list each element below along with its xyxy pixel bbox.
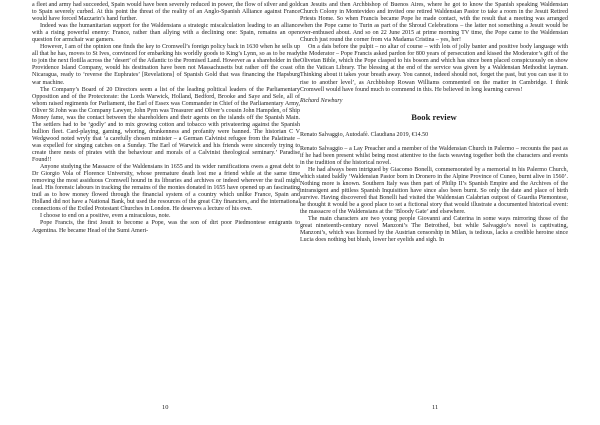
paragraph: The Company’s Board of 20 Directors seem a list of the leading political leaders of the Parliamentary Opposition and of the Protectorate: the Lords Warwick, Holland, Bedford, Brooke and Saye and Sele, all of whom raised regiments for Parliament, the Earl of Essex was Commander in Chief of the Parliamentary Army, Oliver St John was the Company Lawyer, John Pym was Treasurer and Oliver’s cousin John Hampden, of Ship Money fame, was the contact between the shareholders and their agents on the islands off the Spanish Main. The settlers had to be ‘godly’ and to mix growing cotton and tobacco with privateering against the Spanish bullion fleet. Card-playing, gaming, whoring, drunkenness and profanity were banned. The historian C V Wedgwood noted wryly that ‘a carefully chosen minister – a German Calvinist refugee from the Palatinate – was expelled for singing catches on a Sunday. The Earl of Warwick and his friends were sincerely trying to create there nests of pirates with the behaviour and morals of a Calvinist theological seminary.’ Paradise Found!! — [32, 86, 300, 164]
paragraph: However, I am of the opinion one finds the key to Cromwell’s foreign policy back in 1630 when he sells up all that he has, moves to St Ives, convinced for embarking his worldly goods to King’s Lynn, so as to be ready to join the next flotilla across the ‘desert’ of the Atlantic to the Promised Land. However as a shareholder in the Providence Island Company, would his destination have been not Massachusetts but rather off the coast of Nicaragua, ready to ‘reverse the Euphrates’ [Revelations] of Spanish Gold that was financing the Hapsburg war machine. — [32, 44, 301, 86]
left-page-text — [32, 2, 300, 235]
paragraph: Renato Salvaggio – a Lay Preacher and a member of the Waldensian Church in Palermo – recounts the past as if he had been present whilst being most attentive to the facts weaving together both the characters and events in the tradition of the historical novel. — [300, 145, 568, 166]
section-heading: Book review — [411, 111, 457, 122]
paragraph: Pope Francis, the first Jesuit to become a Pope, was the son of dirt poor Piedmontese emigrants to Argentina. He became Head of the Sumi Ameri- — [32, 220, 300, 234]
book-reference: Renato Salvaggio, Autodafè. Claudiana 2019, €14.50 — [300, 131, 429, 138]
paragraph: a fleet and army had succeeded, Spain would have been severely reduced in power, the flow of silver and gold to Spain severely curbed. At this point the threat of the reality of an Anglo-Spanish Alliance against France would have forced Mazzarin’s hand further. — [32, 2, 300, 23]
right-page-text — [300, 2, 568, 244]
paragraph: On a dais before the pulpit – no altar of course – with lots of jolly banter and positive body language with the Moderator – Pope Francis asked pardon for 800 years of persecution and kissed the Moderator’s gift of the Olivetan Bible, which the Pope clasped to his bosom and which has since been placed conspicuously on show in the Vatican Library. The blessing at the end of the service was given by a Waldensian Methodist layman. Thinking about it takes your breath away. You cannot, indeed should not, forget the past, but you can use it to rise to another level’, as Archbishop Rowan Williams commented on the matter in Cambridge. I think Cromwell would have found much to commend in this. He believed in long learning curves! — [300, 44, 568, 93]
paragraph: can Jesuits and then Archbishop of Buenos Aires, where he got to know the Spanish speaking Waldensian Church Colony in Montevideo and invited one retired Waldensian Pastor to take a room in the Jesuit Retired Priests Home. So when Francis became Pope he made contact, with the result that a meeting was arranged when the Pope came to Turin as part of the Shroud Celebrations – the latter not something a Jesuit would be over-enthused about. And so on 22 June 2015 at prime morning TV time, the Pope came to the Waldensian Church just round the corner from via Madama Cristina – yes, her! — [300, 2, 568, 44]
paragraph: The main characters are two young people Giovanni and Caterina in some ways mirroring those of the great nineteenth-century novel Manzoni’s The Betrothed, but while Salvaggio’s novel is captivating, Manzoni’s, which was licensed by the Austrian censorship in Milan, is tedious, lacks a credible heroine since Lucia does nothing but blush, lower her eyelids and sigh. In — [300, 216, 568, 244]
paragraph: Indeed was the humanitarian support for the Waldensians a strategic miscalculation leading to an alliance with a rising powerful enemy: France, rather than allying with a declining one: Spain, remains an open question for armchair war gamers. — [32, 23, 300, 44]
paragraph: I choose to end on a positive, even a miraculous, note. — [40, 213, 171, 220]
author-signature: Richard Newbury — [300, 97, 343, 104]
paragraph: He had always been intrigued by Giacomo Bonelli, commemorated by a memorial in his Palermo Church, which stated baldly ‘Waldensian Pastor born in Dronero in the Alpine Province of Cuneo, burnt alive in 1560’. Nothing more is known. Southern Italy was then part of Philip II’s Spanish Empire and the Archives of the intransigent and pitiless Spanish Inquisition have since also been burnt. So only the date and place of birth survive. Having discovered that Bonelli had visited the Waldensian Calabrian outpost of Guardia Piemontese, he thought it would be a good place to set a fictional story that would illustrate a documented historical event: the massacre of the Waldensians at the ‘Bloody Gate’ and elsewhere. — [300, 166, 568, 216]
paragraph: Anyone studying the Massacre of the Waldensians in 1655 and its wider ramifications owes a great debt to Dr Giorgio Vola of Florence University, whose premature death lost me a friend while at the same time removing the most assiduous Cromwell hound in its libraries and archives or indeed wherever the trail might lead. His forensic labours in tracking the remains of the monies donated in 1655 have opened up an fascinating trail as to how money flowed through the financial system of a country which unlike France, Spain and Holland did not have a National Bank, but used the resources of the great City financiers, and the international connections of the Exiled Protestant Churches in London. He deserves a lecture of his own. — [32, 164, 300, 213]
page-number-right: 11 — [432, 404, 439, 411]
page-number-left: 10 — [162, 404, 169, 411]
